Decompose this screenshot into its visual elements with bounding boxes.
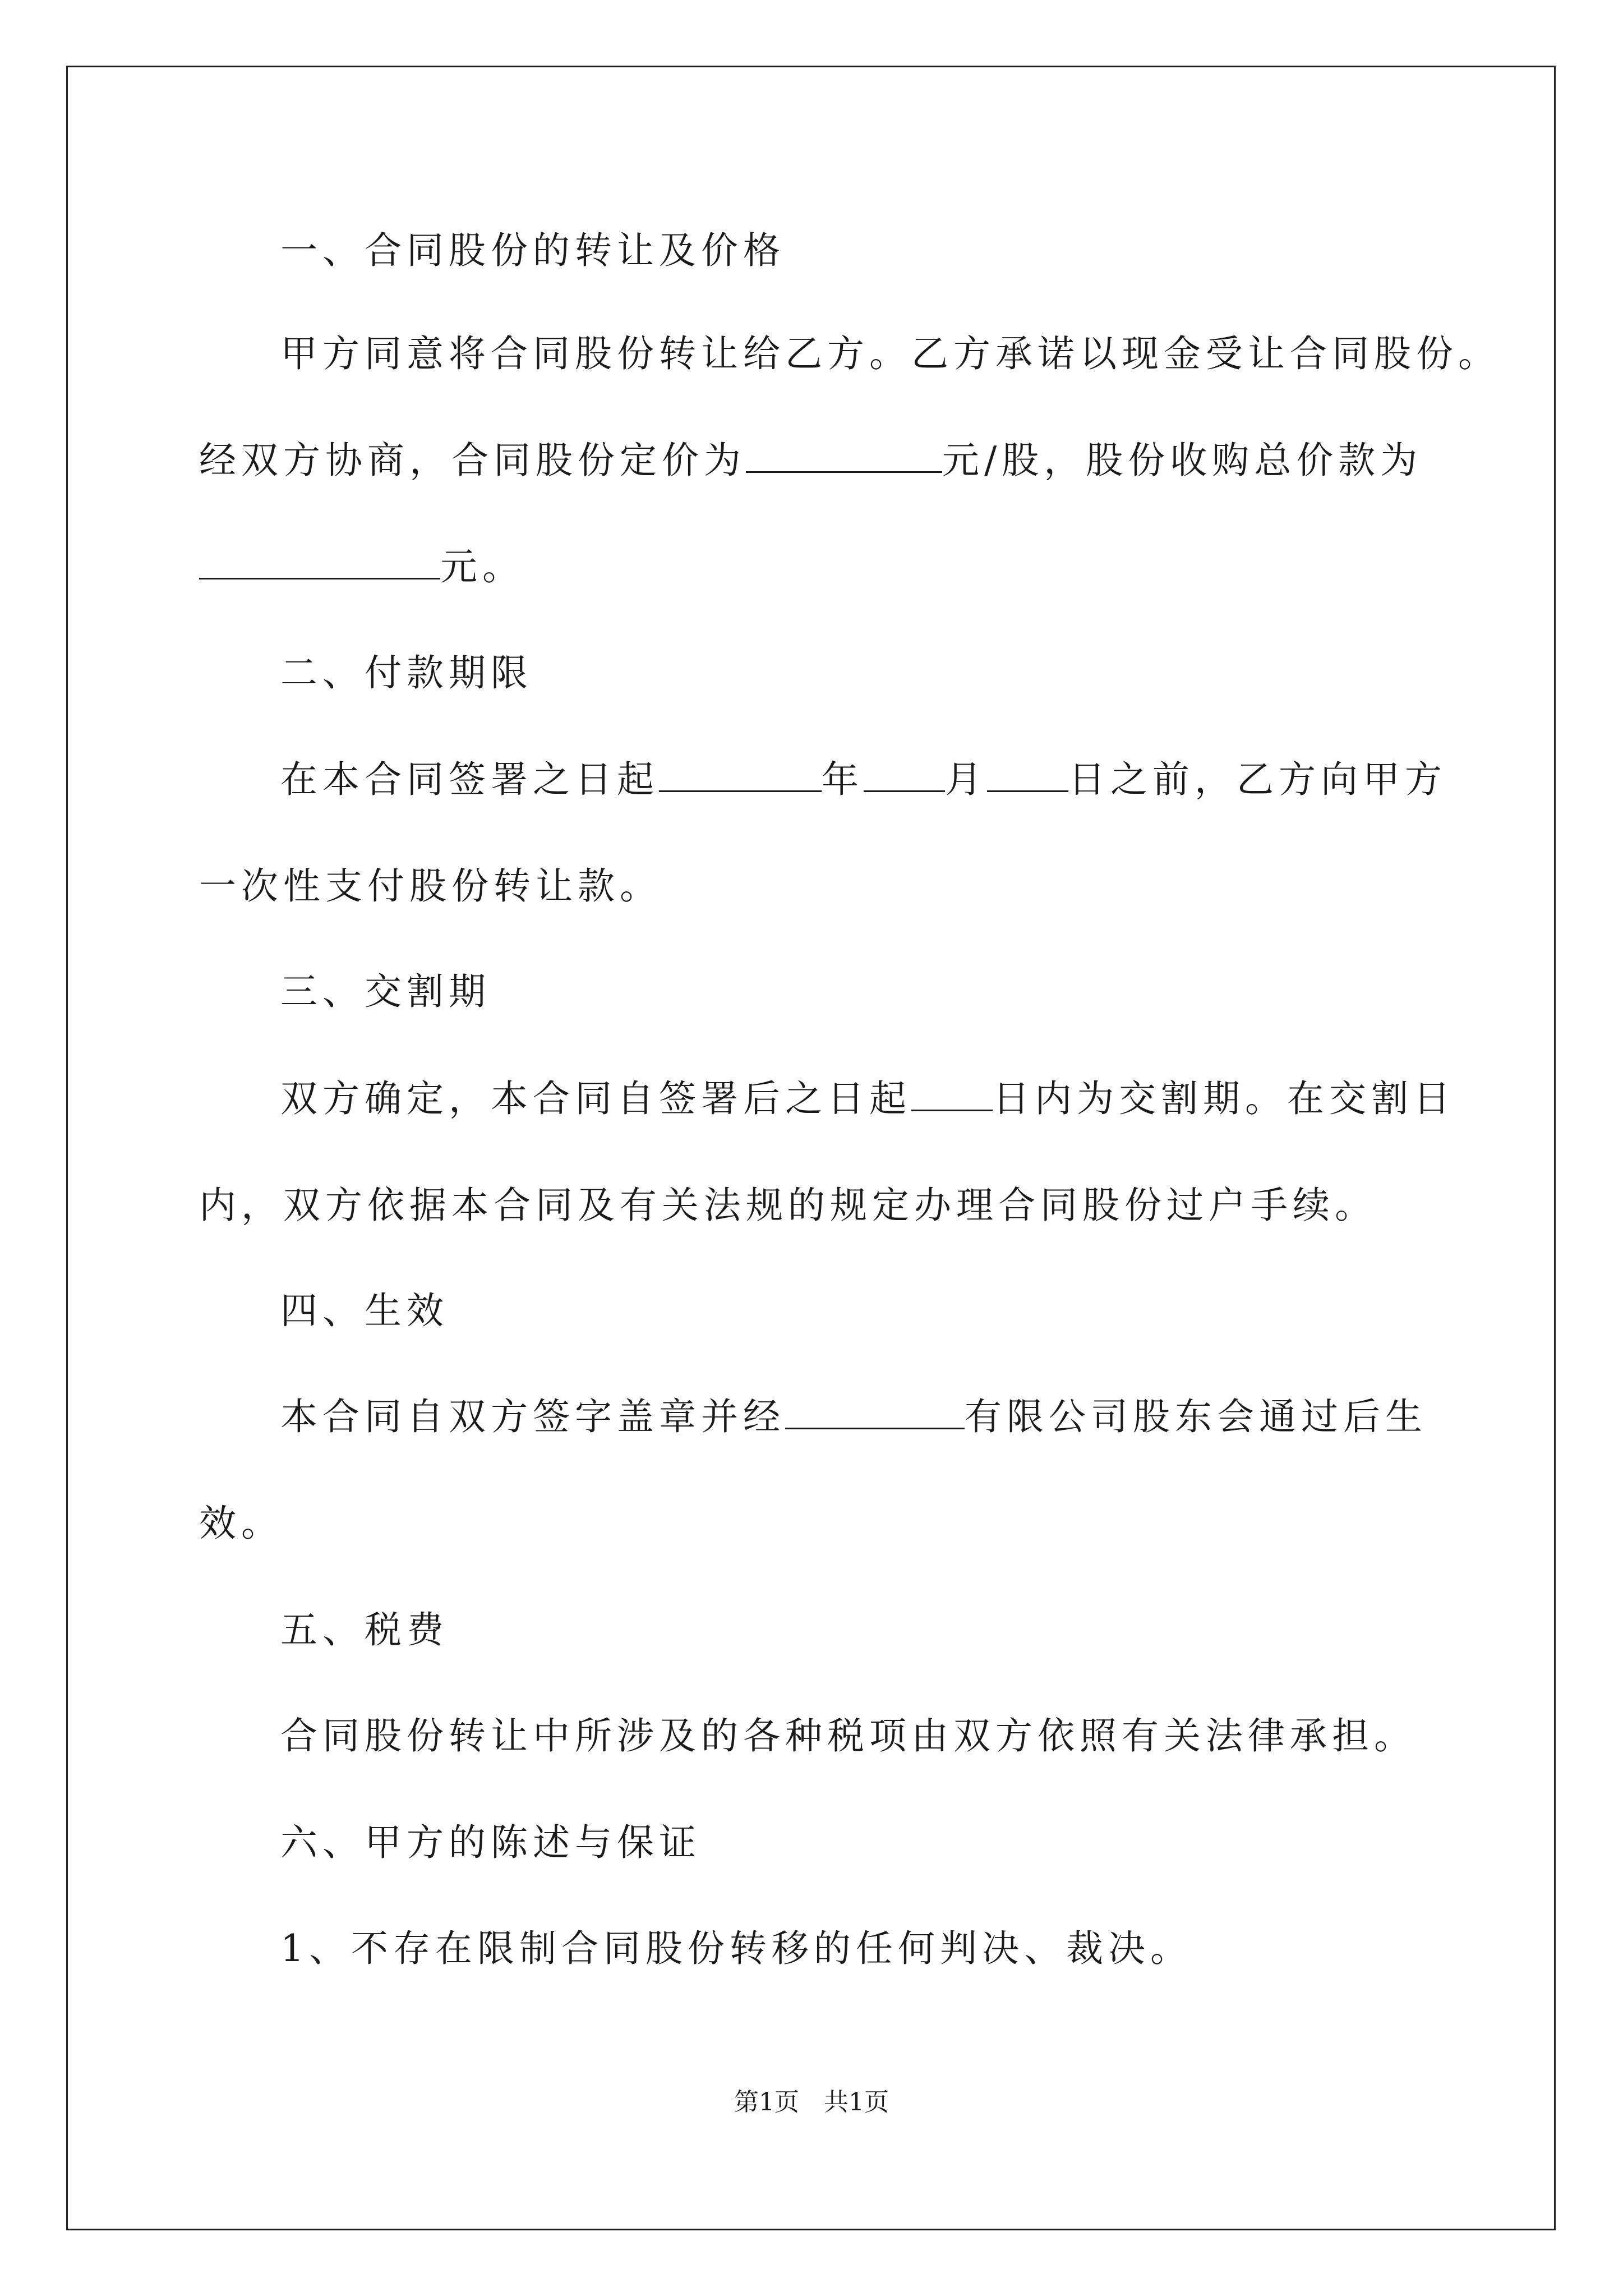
- paragraph-line: [199, 435, 1422, 486]
- text-segment: 经双方协商，合同股份定价为: [199, 439, 746, 482]
- text-segment: 双方确定，本合同自签署后之日起: [280, 1077, 911, 1120]
- text-segment: 日之前，乙方向甲方: [1068, 758, 1447, 801]
- text-segment: 元/股，股份收购总价款为: [942, 439, 1423, 482]
- fill-in-blank: [659, 756, 822, 792]
- paragraph-line: [280, 754, 1447, 805]
- paragraph-line: 一次性支付股份转让款。: [199, 864, 662, 908]
- page-border: [66, 66, 1556, 2230]
- paragraph-line: [280, 1074, 1455, 1124]
- paragraph-line: 内，双方依据本合同及有关法规的规定办理合同股份过户手续。: [199, 1184, 1377, 1227]
- fill-in-blank: [746, 436, 942, 473]
- section-heading-3: 三、交割期: [280, 970, 491, 1013]
- text-segment: 有限公司股东会通过后生: [965, 1395, 1427, 1438]
- text-segment: 日内为交割期。在交割日: [993, 1077, 1455, 1120]
- fill-in-blank: [911, 1075, 993, 1111]
- list-item: 1、不存在限制合同股份转移的任何判决、裁决。: [280, 1927, 1192, 1970]
- section-heading-6: 六、甲方的陈述与保证: [280, 1821, 701, 1864]
- page-number-footer: 第1页 共1页: [734, 2088, 889, 2116]
- paragraph-line: [199, 542, 524, 592]
- fill-in-blank: [785, 1393, 965, 1429]
- text-segment: 月: [945, 758, 987, 801]
- text-segment: 本合同自双方签字盖章并经: [280, 1395, 785, 1438]
- fill-in-blank: [864, 756, 945, 792]
- text-segment: 在本合同签署之日起: [280, 758, 659, 801]
- section-heading-5: 五、税费: [280, 1608, 449, 1651]
- fill-in-blank: [199, 543, 440, 579]
- paragraph-line: 效。: [199, 1502, 283, 1545]
- section-heading-2: 二、付款期限: [280, 651, 533, 694]
- paragraph-line: [280, 1392, 1427, 1442]
- section-heading-1: 一、合同股份的转让及价格: [280, 229, 785, 272]
- paragraph-line: 甲方同意将合同股份转让给乙方。乙方承诺以现金受让合同股份。: [280, 332, 1500, 375]
- text-segment: 元。: [440, 545, 524, 588]
- section-heading-4: 四、生效: [280, 1289, 449, 1332]
- fill-in-blank: [987, 756, 1068, 792]
- text-segment: 年: [822, 758, 864, 801]
- paragraph-line: 合同股份转让中所涉及的各种税项由双方依照有关法律承担。: [280, 1714, 1416, 1757]
